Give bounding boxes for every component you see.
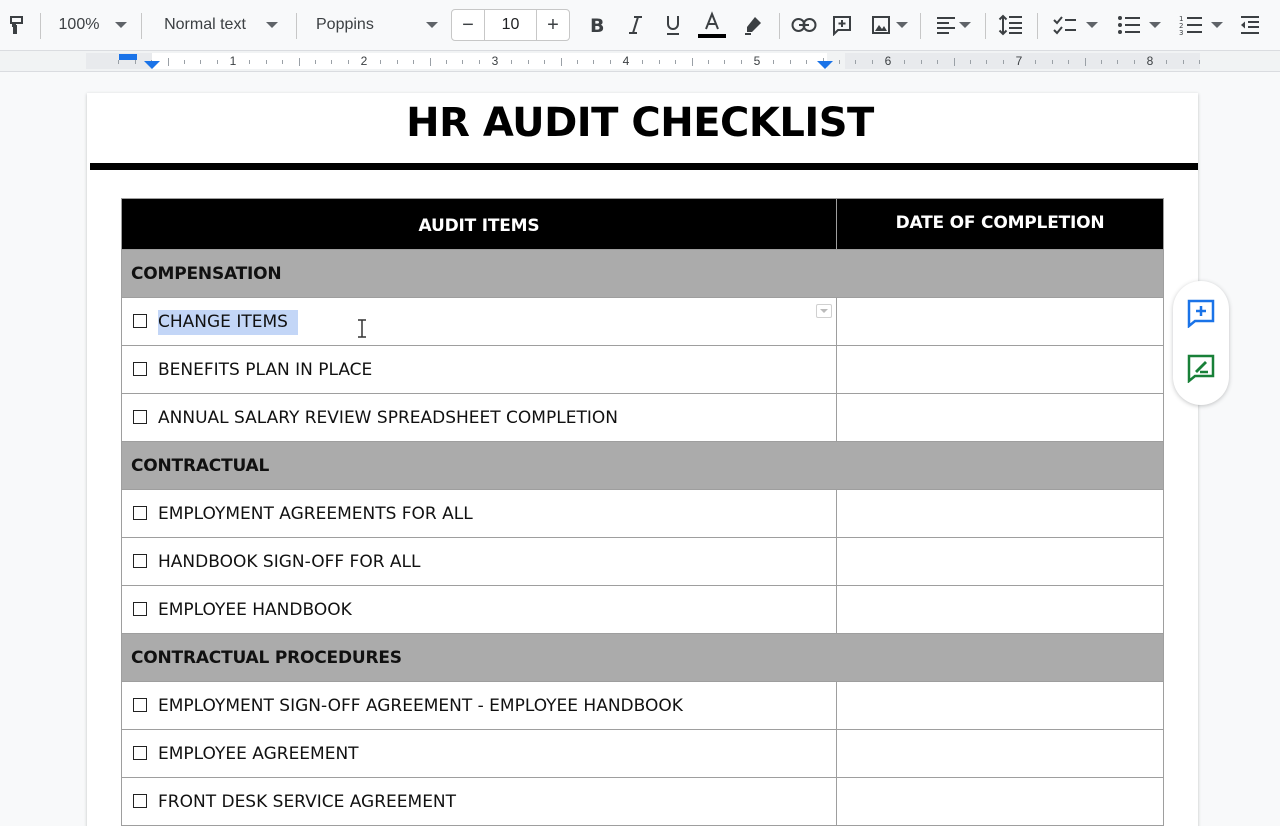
audit-item-label: FRONT DESK SERVICE AGREEMENT bbox=[158, 791, 457, 812]
table-row bbox=[122, 682, 1164, 730]
zoom-select[interactable] bbox=[52, 0, 134, 50]
svg-text:B: B bbox=[590, 15, 605, 35]
chevron-down-icon bbox=[115, 22, 127, 28]
increase-font-size-button[interactable]: + bbox=[547, 13, 559, 36]
date-cell[interactable] bbox=[837, 394, 1164, 442]
checkbox-icon[interactable] bbox=[133, 554, 147, 568]
chevron-down-icon bbox=[1211, 22, 1223, 28]
date-cell[interactable] bbox=[837, 490, 1164, 538]
audit-item-cell[interactable] bbox=[122, 346, 837, 394]
audit-item-label: EMPLOYEE AGREEMENT bbox=[158, 743, 359, 764]
ruler-number: 4 bbox=[622, 54, 630, 68]
first-line-indent-marker[interactable] bbox=[119, 54, 137, 60]
document-title[interactable]: HR AUDIT CHECKLIST bbox=[406, 100, 874, 146]
table-row bbox=[122, 586, 1164, 634]
chevron-down-icon bbox=[1086, 22, 1098, 28]
table-row bbox=[122, 394, 1164, 442]
ruler-number: 6 bbox=[884, 54, 892, 68]
toolbar-divider bbox=[779, 13, 780, 39]
suggest-edit-icon bbox=[1186, 353, 1216, 383]
table-row bbox=[122, 298, 1164, 346]
audit-item-label: CHANGE ITEMS bbox=[158, 310, 298, 335]
table-row bbox=[122, 346, 1164, 394]
checkbox-icon[interactable] bbox=[133, 698, 147, 712]
align-icon[interactable] bbox=[932, 0, 974, 50]
bold-icon[interactable] bbox=[583, 0, 611, 50]
audit-item-cell[interactable] bbox=[122, 778, 837, 826]
audit-item-label: BENEFITS PLAN IN PLACE bbox=[158, 359, 373, 380]
chevron-down-icon bbox=[959, 22, 971, 28]
audit-item-label: EMPLOYEE HANDBOOK bbox=[158, 599, 352, 620]
chevron-down-icon bbox=[1149, 22, 1161, 28]
line-spacing-icon[interactable] bbox=[996, 0, 1026, 50]
section-title[interactable]: CONTRACTUAL bbox=[122, 442, 1164, 490]
paragraph-style-select[interactable] bbox=[152, 0, 290, 50]
svg-text:1: 1 bbox=[1179, 15, 1184, 23]
date-cell[interactable] bbox=[837, 586, 1164, 634]
cell-dropdown-icon[interactable] bbox=[816, 304, 832, 318]
font-value: Poppins bbox=[316, 16, 374, 33]
paragraph-style-value: Normal text bbox=[164, 16, 246, 33]
checkbox-icon[interactable] bbox=[133, 362, 147, 376]
date-cell[interactable] bbox=[837, 298, 1164, 346]
column-header-date-of-completion[interactable]: DATE OF COMPLETION bbox=[837, 199, 1164, 250]
audit-item-cell[interactable] bbox=[122, 394, 837, 442]
numbered-list-icon[interactable] bbox=[1175, 0, 1227, 50]
audit-item-label: ANNUAL SALARY REVIEW SPREADSHEET COMPLETION bbox=[158, 407, 618, 428]
toolbar-divider bbox=[1037, 13, 1038, 39]
bulleted-list-icon[interactable] bbox=[1113, 0, 1165, 50]
checkbox-icon[interactable] bbox=[133, 794, 147, 808]
svg-text:3: 3 bbox=[1179, 29, 1184, 36]
right-indent-marker[interactable] bbox=[816, 60, 834, 70]
ruler-ticks bbox=[0, 51, 1280, 73]
underline-icon[interactable] bbox=[659, 0, 687, 50]
table-row bbox=[122, 730, 1164, 778]
checkbox-icon[interactable] bbox=[133, 314, 147, 328]
column-header-audit-items[interactable]: AUDIT ITEMS bbox=[122, 199, 837, 250]
text-cursor-icon bbox=[356, 318, 368, 340]
ruler-number: 7 bbox=[1015, 54, 1023, 68]
toolbar-divider bbox=[985, 13, 986, 39]
table-row bbox=[122, 538, 1164, 586]
section-row bbox=[122, 250, 1164, 298]
audit-item-cell[interactable] bbox=[122, 298, 837, 346]
section-row bbox=[122, 634, 1164, 682]
toolbar-divider bbox=[920, 13, 921, 39]
section-title[interactable]: CONTRACTUAL PROCEDURES bbox=[122, 634, 1164, 682]
table-row bbox=[122, 778, 1164, 826]
audit-item-cell[interactable] bbox=[122, 682, 837, 730]
ruler-number: 1 bbox=[229, 54, 237, 68]
date-cell[interactable] bbox=[837, 778, 1164, 826]
audit-item-cell[interactable] bbox=[122, 586, 837, 634]
audit-item-cell[interactable] bbox=[122, 490, 837, 538]
checkbox-icon[interactable] bbox=[133, 746, 147, 760]
italic-icon[interactable] bbox=[621, 0, 649, 50]
audit-item-cell[interactable] bbox=[122, 730, 837, 778]
checklist-icon[interactable] bbox=[1049, 0, 1101, 50]
date-cell[interactable] bbox=[837, 538, 1164, 586]
font-size-control bbox=[451, 9, 570, 41]
zoom-value: 100% bbox=[58, 16, 100, 33]
table-header-row bbox=[122, 199, 1164, 250]
chevron-down-icon bbox=[896, 22, 908, 28]
checkbox-icon[interactable] bbox=[133, 410, 147, 424]
audit-item-label: EMPLOYMENT SIGN-OFF AGREEMENT - EMPLOYEE HANDBOOK bbox=[158, 695, 683, 716]
add-comment-icon bbox=[1186, 298, 1216, 328]
highlight-icon[interactable] bbox=[738, 0, 768, 50]
suggest-edit-button[interactable] bbox=[1186, 353, 1216, 383]
section-title[interactable]: COMPENSATION bbox=[122, 250, 1164, 298]
ruler-number: 8 bbox=[1146, 54, 1154, 68]
ruler-number: 2 bbox=[360, 54, 368, 68]
font-select[interactable] bbox=[310, 0, 444, 50]
chevron-down-icon bbox=[426, 22, 438, 28]
date-cell[interactable] bbox=[837, 346, 1164, 394]
chevron-down-icon bbox=[266, 22, 278, 28]
decrease-font-size-button[interactable]: − bbox=[462, 13, 474, 36]
section-row bbox=[122, 442, 1164, 490]
date-cell[interactable] bbox=[837, 682, 1164, 730]
ruler-number: 3 bbox=[491, 54, 499, 68]
checkbox-icon[interactable] bbox=[133, 602, 147, 616]
toolbar bbox=[0, 0, 1280, 50]
link-icon[interactable] bbox=[789, 0, 819, 50]
table-row bbox=[122, 490, 1164, 538]
paint-format-icon[interactable] bbox=[0, 0, 32, 50]
title-underline bbox=[90, 163, 1198, 170]
audit-item-label: HANDBOOK SIGN-OFF FOR ALL bbox=[158, 551, 421, 572]
toolbar-divider bbox=[141, 13, 142, 39]
insert-image-icon[interactable] bbox=[866, 0, 912, 50]
font-size-input[interactable]: 10 bbox=[484, 10, 537, 40]
audit-checklist-table bbox=[121, 198, 1164, 826]
add-comment-button[interactable] bbox=[1186, 298, 1216, 328]
checkbox-icon[interactable] bbox=[133, 506, 147, 520]
toolbar-divider bbox=[40, 13, 41, 39]
left-indent-marker[interactable] bbox=[143, 60, 161, 70]
toolbar-divider bbox=[296, 13, 297, 39]
add-comment-icon[interactable] bbox=[827, 0, 857, 50]
horizontal-ruler[interactable] bbox=[0, 50, 1280, 72]
audit-item-label: EMPLOYMENT AGREEMENTS FOR ALL bbox=[158, 503, 473, 524]
svg-text:2: 2 bbox=[1179, 22, 1184, 30]
decrease-indent-icon[interactable] bbox=[1236, 0, 1264, 50]
text-color-icon[interactable] bbox=[696, 0, 728, 50]
ruler-number: 5 bbox=[753, 54, 761, 68]
side-actions-panel bbox=[1173, 281, 1229, 405]
date-cell[interactable] bbox=[837, 730, 1164, 778]
audit-item-cell[interactable] bbox=[122, 538, 837, 586]
